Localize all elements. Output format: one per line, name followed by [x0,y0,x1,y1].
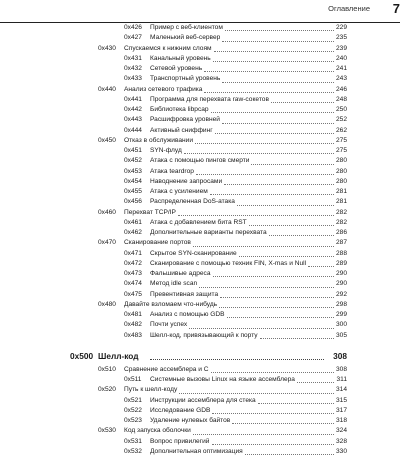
table-of-contents [0,23,410,457]
entry-number: 0x451 [124,147,142,154]
entry-page: 275 [335,136,347,144]
toc-entry [0,54,410,64]
dot-leader [212,413,334,414]
entry-number: 0x461 [124,218,142,226]
entry-number: 0x442 [124,106,142,113]
dot-leader [224,184,334,185]
dot-leader [245,454,334,455]
dot-leader [189,328,334,329]
toc-entry [0,126,410,136]
entry-page: 288 [335,249,347,257]
entry-title: Инструкции ассемблера для стека [150,396,256,404]
entry-number: 0x511 [124,376,142,383]
chapter-heading [0,349,410,363]
entry-number: 0x472 [124,259,142,267]
entry-title: Распределенная DoS-атака [150,198,235,206]
entry-number: 0x444 [124,126,142,134]
toc-entry [0,44,410,54]
toc-entry [0,426,410,436]
entry-title: Дополнительная оптимизация [150,447,243,455]
entry-title: Фальшивые адреса [150,270,211,277]
entry-title: Шелл-код, привязывающий к порту [150,331,258,339]
entry-page: 286 [335,229,347,236]
toc-entry [0,136,410,146]
entry-number: 0x427 [124,34,142,42]
entry-number: 0x473 [124,270,142,277]
dot-leader [179,393,334,394]
entry-title: Сравнение ассемблера и C [124,365,209,373]
dot-leader [199,287,334,288]
toc-section-b [0,365,410,457]
toc-entry [0,187,410,197]
entry-page: 318 [335,417,347,424]
toc-entry [0,64,410,74]
entry-page: 330 [335,447,347,455]
entry-page: 305 [335,331,347,339]
entry-page: 324 [335,427,347,435]
entry-title: Атака teardrop [150,167,194,175]
entry-title: Скрытое SYN-сканирование [150,249,237,257]
entry-number: 0x433 [124,75,142,83]
entry-page: 280 [335,177,347,185]
entry-number: 0x432 [124,65,142,72]
entry-title: Отказ в обслуживании [124,136,194,144]
toc-entry [0,279,410,289]
toc-entry [0,197,410,207]
toc-entry [0,23,410,33]
entry-title: Код запуска оболочки [124,427,191,435]
entry-number: 0x471 [124,249,142,257]
entry-page: 299 [335,311,347,318]
entry-title: Анализ сетевого трафика [124,85,203,93]
entry-title: Превентивная защита [150,290,219,298]
dot-leader [212,444,334,445]
entry-title: Удаление нулевых байтов [150,417,231,424]
entry-title: Программа для перехвата raw-сокетов [150,95,269,103]
entry-number: 0x460 [98,208,116,216]
entry-number: 0x450 [98,136,116,144]
dot-leader [222,41,334,42]
toc-entry [0,320,410,330]
entry-page: 311 [336,376,347,383]
entry-page: 250 [335,106,347,113]
toc-entry [0,447,410,457]
dot-leader [210,194,334,195]
entry-page: 248 [335,95,347,103]
toc-entry [0,177,410,187]
dot-leader [204,92,334,93]
entry-title: Атака с добавлением бита RST [150,218,247,226]
dot-leader [237,205,334,206]
dot-leader [215,133,334,134]
entry-number: 0x455 [124,188,142,195]
entry-number: 0x474 [124,280,142,288]
entry-page: 280 [335,157,347,165]
entry-number: 0x454 [124,177,142,185]
entry-page: 243 [335,75,347,83]
toc-entry [0,300,410,310]
entry-page: 290 [335,270,347,277]
entry-page: 314 [335,386,347,394]
entry-number: 0x431 [124,54,142,62]
entry-title: Пример с веб-клиентом [150,24,223,31]
dot-leader [211,112,334,113]
entry-page: 240 [335,54,347,62]
entry-page: 282 [335,208,347,216]
dot-leader [227,317,334,318]
entry-page: 287 [335,239,347,247]
entry-title: Системные вызовы Linux на языке ассемблера [150,376,295,383]
dot-leader [271,102,334,103]
entry-title: Сканирование с помощью техник FIN, X-mas и Null [150,259,307,267]
dot-leader [251,164,334,165]
toc-entry [0,385,410,395]
entry-page: 328 [335,437,347,445]
entry-number: 0x531 [124,437,142,445]
entry-title: Библиотека libpcap [150,106,209,113]
entry-number: 0x521 [124,396,142,404]
entry-page: 235 [335,34,347,42]
entry-page: 292 [335,290,347,298]
entry-title: Маленький веб-сервер [150,34,221,42]
entry-number: 0x453 [124,167,142,175]
toc-entry [0,259,410,269]
entry-number: 0x523 [124,417,142,424]
toc-entry [0,228,410,238]
chapter-title: Шелл-код [98,350,139,361]
entry-number: 0x510 [98,365,116,373]
chapter-number: 0x500 [70,350,94,361]
toc-entry [0,406,410,416]
toc-entry [0,269,410,279]
entry-page: 239 [335,44,347,52]
entry-number: 0x441 [124,95,142,103]
entry-page: 229 [335,24,347,31]
entry-page: 241 [335,65,347,72]
toc-entry [0,437,410,447]
toc-entry [0,290,410,300]
entry-page: 281 [335,198,347,206]
dot-leader [219,307,334,308]
entry-page: 282 [335,218,347,226]
entry-number: 0x532 [124,447,142,455]
entry-number: 0x530 [98,427,116,435]
entry-page: 252 [335,116,347,124]
toc-entry [0,208,410,218]
entry-title: Расшифровка уровней [150,116,220,124]
toc-entry [0,249,410,259]
toc-entry [0,416,410,426]
toc-entry [0,310,410,320]
entry-title: Метод idle scan [150,280,198,288]
dot-leader [193,246,334,247]
toc-entry [0,156,410,166]
dot-leader [297,382,335,383]
dot-leader [220,297,334,298]
entry-title: Давайте взломаем что-нибудь [124,300,218,308]
toc-entry [0,218,410,228]
entry-number: 0x482 [124,321,142,329]
toc-entry [0,95,410,105]
entry-number: 0x475 [124,290,142,298]
entry-title: Наводнение запросами [150,177,223,185]
entry-title: Активный сниффинг [150,126,213,134]
dot-leader [184,153,334,154]
toc-section-a [0,23,410,341]
entry-title: Атака с усилением [150,188,208,195]
dot-leader [178,215,334,216]
toc-entry [0,74,410,84]
entry-title: SYN-флуд [150,147,182,154]
entry-title: Путь к шелл-коду [124,386,178,394]
entry-title: Перехват TCP/IP [124,208,176,216]
entry-page: 300 [335,321,347,329]
entry-title: Атака с помощью пингов смерти [150,157,250,165]
entry-page: 281 [335,188,347,195]
toc-entry [0,365,410,375]
entry-title: Анализ с помощью GDB [150,311,225,318]
toc-entry [0,238,410,248]
dot-leader [213,61,334,62]
entry-number: 0x470 [98,239,116,247]
toc-entry [0,115,410,125]
dot-leader [308,266,334,267]
dot-leader [193,434,334,435]
entry-title: Исследование GDB [150,406,211,414]
dot-leader [239,256,334,257]
dot-leader [214,51,334,52]
entry-number: 0x462 [124,229,142,236]
entry-page: 290 [335,280,347,288]
dot-leader [260,338,334,339]
entry-title: Вопрос привилегий [150,437,210,445]
entry-title: Канальный уровень [150,54,211,62]
entry-page: 280 [335,167,347,175]
dot-leader [225,30,334,31]
toc-entry [0,167,410,177]
toc-entry [0,146,410,156]
running-header-title: Оглавление [328,4,370,13]
entry-page: 262 [335,126,347,134]
entry-number: 0x440 [98,85,116,93]
entry-page: 289 [335,259,347,267]
dot-leader [232,423,334,424]
entry-number: 0x443 [124,116,142,124]
entry-page: 298 [335,300,347,308]
entry-page: 315 [335,396,347,404]
entry-page: 317 [335,406,347,414]
toc-entry [0,396,410,406]
entry-number: 0x483 [124,331,142,339]
entry-title: Транспортный уровень [150,75,221,83]
entry-number: 0x480 [98,300,116,308]
page-number: 7 [392,1,400,16]
dot-leader [258,403,334,404]
dot-leader [204,71,334,72]
entry-number: 0x520 [98,386,116,394]
dot-leader [249,225,334,226]
dot-leader [269,235,334,236]
entry-number: 0x481 [124,311,142,318]
page-header [0,0,400,23]
dot-leader [195,143,334,144]
dot-leader [150,359,324,360]
entry-number: 0x430 [98,44,116,52]
dot-leader [196,174,334,175]
entry-number: 0x452 [124,157,142,165]
entry-number: 0x522 [124,406,142,414]
entry-title: Сетевой уровень [150,65,203,72]
entry-title: Спускаемся к нижним слоям [124,44,212,52]
entry-page: 246 [335,85,347,93]
toc-entry [0,105,410,115]
entry-title: Дополнительные варианты перехвата [150,229,267,236]
entry-number: 0x426 [124,24,142,31]
entry-page: 308 [335,365,347,373]
toc-entry [0,33,410,43]
chapter-page: 308 [333,350,347,361]
toc-entry [0,375,410,385]
entry-title: Почти успех [150,321,188,329]
entry-page: 275 [335,147,347,154]
toc-entry [0,331,410,341]
toc-entry [0,85,410,95]
dot-leader [213,276,334,277]
dot-leader [211,372,334,373]
dot-leader [222,82,334,83]
entry-number: 0x456 [124,198,142,206]
entry-title: Сканирование портов [124,239,191,247]
dot-leader [222,123,334,124]
